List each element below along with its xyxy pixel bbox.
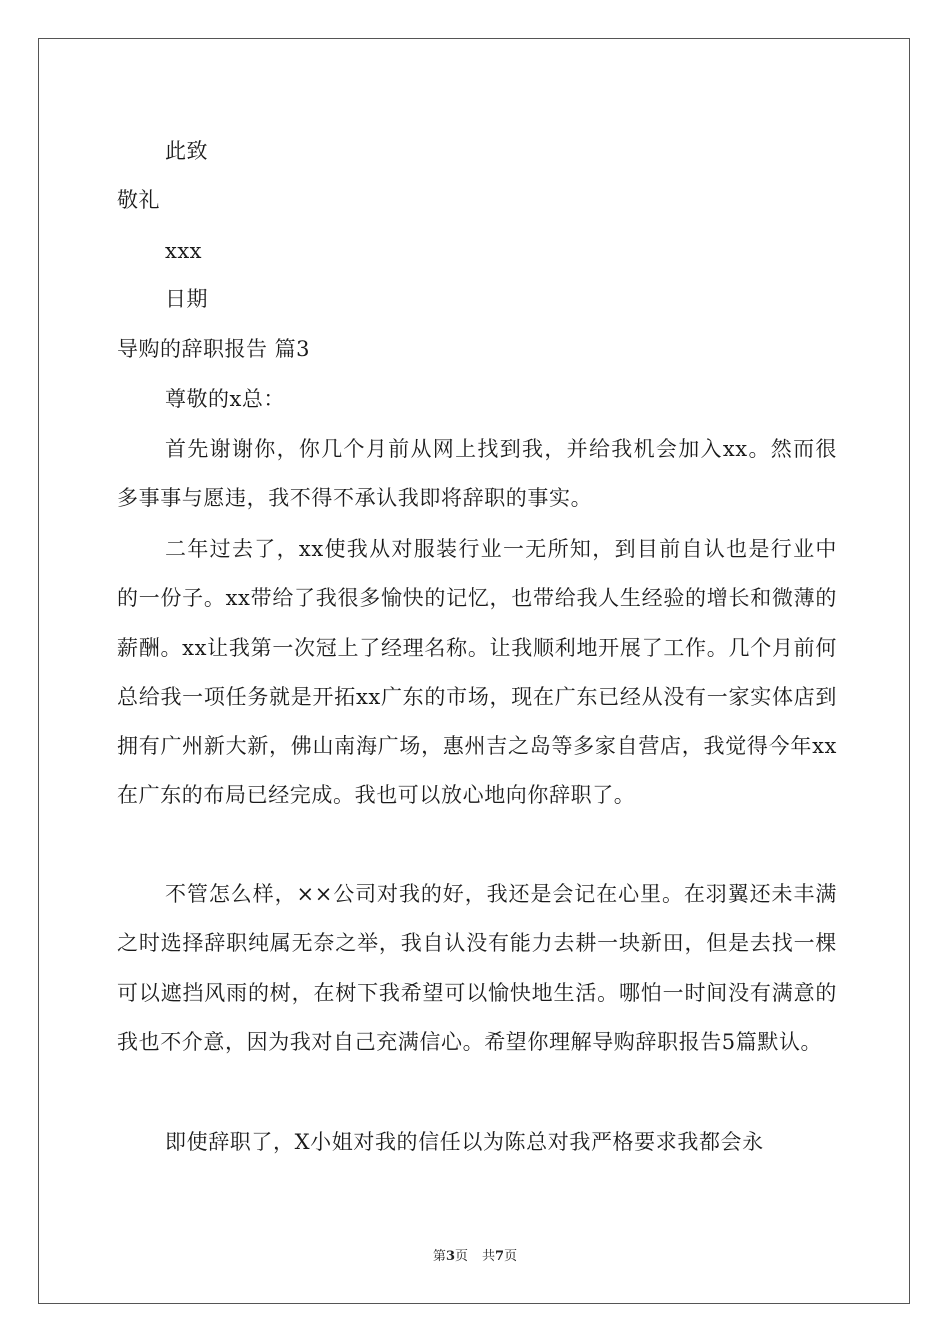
- footer-total-suffix: 页: [504, 1249, 518, 1264]
- section-title: 导购的辞职报告 篇3: [117, 337, 311, 361]
- paragraph-3: 不管怎么样，××公司对我的好，我还是会记在心里。在羽翼还未丰满之时选择辞职纯属无奈之举，我自认没有能力去耕一块新田，但是去找一棵可以遮挡风雨的树，在树下我希望可以愉快地生活。哪怕一时间没有满意的我也不介意，因为我对自己充满信心。希望你理解导购辞职报告5篇默认。: [117, 882, 837, 1054]
- paragraph-1: 首先谢谢你，你几个月前从网上找到我，并给我机会加入xx。然而很多事事与愿违，我不得不承认我即将辞职的事实。: [117, 437, 837, 511]
- date-line: 日期: [165, 287, 208, 311]
- closing-line: 此致: [165, 139, 208, 163]
- salute-line: 敬礼: [117, 188, 160, 212]
- footer-total-prefix: 共: [482, 1249, 496, 1264]
- greeting-line: 尊敬的x总：: [165, 387, 285, 411]
- paragraph-2: 二年过去了，xx使我从对服装行业一无所知，到目前自认也是行业中的一份子。xx带给了我很多愉快的记忆，也带给我人生经验的增长和微薄的薪酬。xx让我第一次冠上了经理名称。让我顺利地开展了工作。几个月前何总给我一项任务就是开拓xx广东的市场，现在广东已经从没有一家实体店到拥有广州新大新，佛山南海广场，惠州吉之岛等多家自营店，我觉得今年xx在广东的布局已经完成。我也可以放心地向你辞职了。: [117, 537, 837, 808]
- paragraph-4: 即使辞职了，X小姐对我的信任以为陈总对我严格要求我都会永: [165, 1130, 764, 1154]
- signature-line: xxx: [165, 239, 203, 263]
- page-footer: [0, 1248, 950, 1266]
- footer-page-prefix: 第: [432, 1249, 446, 1264]
- footer-total-pages: 7: [495, 1249, 505, 1264]
- footer-page-suffix: 页: [454, 1249, 468, 1264]
- footer-page-number: 3: [445, 1249, 455, 1264]
